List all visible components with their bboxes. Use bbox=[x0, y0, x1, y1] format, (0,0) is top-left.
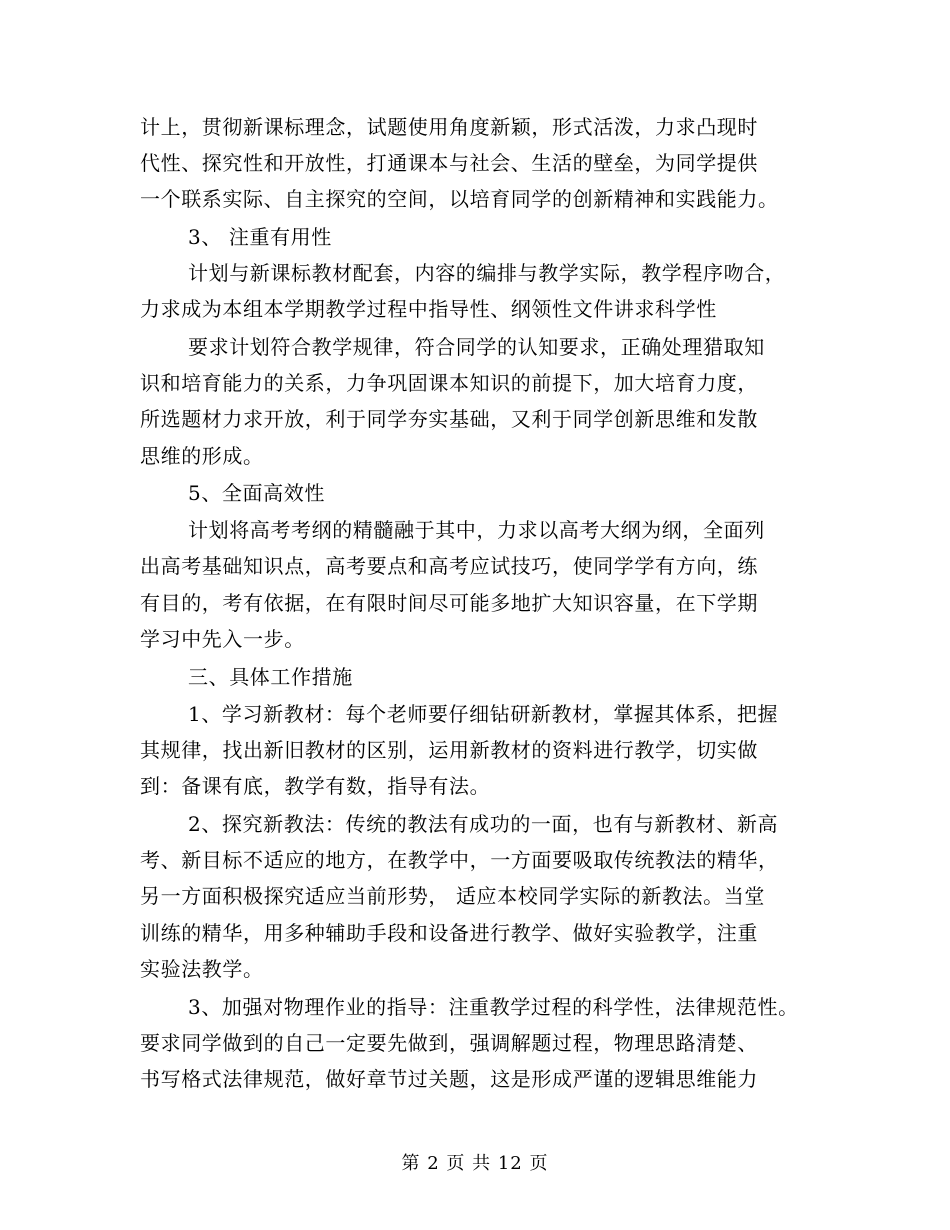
text-line-7: 要求计划符合教学规律，符合同学的认知要求，正确处理猎取知 bbox=[188, 335, 765, 359]
text-line-13: 出高考基础知识点，高考要点和高考应试技巧，使同学学有方向，练 bbox=[140, 554, 758, 578]
text-line-18: 其规律，找出新旧教材的区别，运用新教材的资料进行教学，切实做 bbox=[140, 738, 758, 762]
text-line-9: 所选题材力求开放，利于同学夯实基础，又利于同学创新思维和发散 bbox=[140, 407, 758, 431]
section-heading-3: 3、 注重有用性 bbox=[188, 225, 332, 249]
text-line-23: 训练的精华，用多种辅助手段和设备进行教学、做好实验教学，注重 bbox=[140, 921, 758, 945]
page-number-footer: 第 2 页 共 12 页 bbox=[401, 1153, 549, 1174]
text-line-10: 思维的形成。 bbox=[140, 444, 264, 468]
section-heading-5: 5、全面高效性 bbox=[188, 481, 325, 505]
text-line-8: 识和培育能力的关系，力争巩固课本知识的前提下，加大培育力度， bbox=[140, 371, 758, 395]
text-line-15: 学习中先入一步。 bbox=[140, 627, 305, 651]
text-line-14: 有目的，考有依据，在有限时间尽可能多地扩大知识容量，在下学期 bbox=[140, 591, 758, 615]
text-line-1: 计上，贯彻新课标理念，试题使用角度新颖，形式活泼，力求凸现时 bbox=[140, 115, 758, 139]
text-line-2: 代性、探究性和开放性，打通课本与社会、生活的壁垒，为同学提供 bbox=[140, 151, 758, 175]
text-line-24: 实验法教学。 bbox=[140, 957, 264, 981]
text-line-27: 书写格式法律规范，做好章节过关题，这是形成严谨的逻辑思维能力 bbox=[140, 1067, 758, 1091]
text-line-26: 要求同学做到的自己一定要先做到，强调解题过程，物理思路清楚、 bbox=[140, 1031, 758, 1055]
text-line-5: 计划与新课标教材配套，内容的编排与教学实际，教学程序吻合， bbox=[188, 261, 786, 285]
text-line-25: 3、加强对物理作业的指导：注重教学过程的科学性，法律规范性。 bbox=[188, 995, 799, 1019]
text-line-6: 力求成为本组本学期教学过程中指导性、纲领性文件讲求科学性 bbox=[140, 297, 717, 321]
text-line-12: 计划将高考考纲的精髓融于其中，力求以高考大纲为纲，全面列 bbox=[188, 518, 765, 542]
text-line-3: 一个联系实际、自主探究的空间，以培育同学的创新精神和实践能力。 bbox=[140, 187, 779, 211]
text-line-19: 到：备课有底，教学有数，指导有法。 bbox=[140, 774, 491, 798]
text-line-21: 考、新目标不适应的地方，在教学中，一方面要吸取传统教法的精华， bbox=[140, 848, 779, 872]
text-line-17: 1、学习新教材：每个老师要仔细钻研新教材，掌握其体系，把握 bbox=[188, 702, 779, 726]
text-line-22: 另一方面积极探究适应当前形势， 适应本校同学实际的新教法。当堂 bbox=[140, 884, 765, 908]
text-line-20: 2、探究新教法：传统的教法有成功的一面，也有与新教材、新高 bbox=[188, 812, 779, 836]
section-heading-measures: 三、具体工作措施 bbox=[188, 665, 353, 689]
